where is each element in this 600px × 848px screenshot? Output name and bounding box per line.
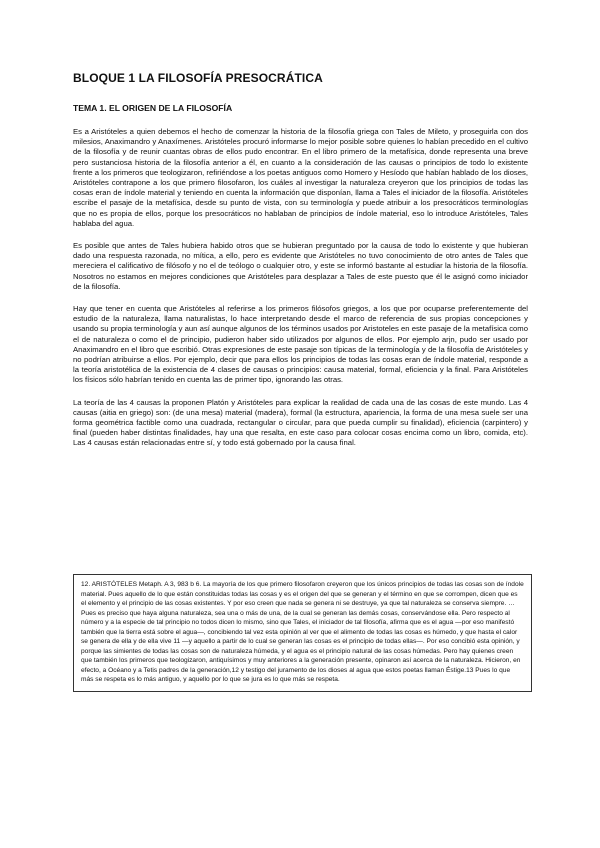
section-subtitle: TEMA 1. EL ORIGEN DE LA FILOSOFÍA (73, 103, 233, 113)
paragraph-3: Hay que tener en cuenta que Aristóteles al referirse a los primeros filósofos griegos, a los que por ocuparse preferentemente del estudio de la naturaleza, llama naturalistas, lo hace interpretando desde el marco de referencia de sus propias concepciones y usando su propia terminología y aun así aunque algunos de los términos usados por Aristoteles en este pasaje de la metafísica como el de naturaleza o como el de principio, pudieron haber sido utilizados por algunos de ellos. Por ejemplo arjn, pudo ser usado por Anaximandro en el libro que escribió. Otras expresiones de este pasaje son típicas de la terminología y de la filosofía de Aristóteles y no podrían atribuirse a ellos. Por ejemplo, decir que para ellos los principios de todas las cosas eran de índole material, responde a la teoría aristotélica de la existencia de 4 clases de causas o principios: causa material, formal, eficiencia y la final. Para Aristóteles los físicos sólo habrían tenido en cuenta las de primer tipo, ignorando las otras. (73, 304, 528, 385)
paragraph-1: Es a Aristóteles a quien debemos el hecho de comenzar la historia de la filosofía griega con Tales de Mileto, y proseguirla con dos milesios, Anaximandro y Anaxímenes. Aristóteles procuró informarse lo mejor posible sobre quienes lo habían precedido en el cultivo de la filosofía y de reunir cuantas obras de ellos pudo encontrar. En el libro primero de la metafísica, donde representa una breve pero sustanciosa historia de la filosofía anterior a él, en cuanto a la consideración de las causas o principios de todo lo existente frente a los primeros que teologizaron, refiriéndose a los poetas antiguos como Homero y Hesíodo que habían hablado de los dioses, Aristóteles contrapone a los que primero filosofaron, los cuáles al investigar la naturaleza creyeron que los principios de todas las cosas eran de índole material y teniendo en cuenta la información que disponían, llama a Tales el iniciador de la filosofía. Aristóteles escribe el pasaje de la metafísica, desde su punto de vista, con su terminología y puede atribuir a los presocráticos terminologías que no es propia de ellos, porque los presocráticos no hablaban de principios de índole material, eso lo introduce Aristóteles, Tales hablaba del agua. (73, 127, 528, 228)
quote-reference: 12. ARISTÓTELES Metaph. A 3, 983 b 6. (81, 581, 204, 588)
document-title: BLOQUE 1 LA FILOSOFÍA PRESOCRÁTICA (73, 71, 323, 85)
quote-text: La mayoría de los que primero filosofaron creyeron que los únicos principios de todas las cosas son de índole material. Pues aquello de lo que están constituidas todas las cosas y es el origen del que se generan y el término en que se corrompen, dicen que es el elemento y el principio de las cosas existentes. Y por eso creen que nada se genera ni se destruye, ya que tal naturaleza se conserva siempre. … Pues es preciso que haya alguna naturaleza, sea una o más de una, de la cual se generan las demás cosas, conservándose ella. Pero respecto al número y a la especie de tal principio no todos dicen lo mismo, sino que Tales, el iniciador de tal filosofía, afirma que es el agua —por eso manifestó también que la tierra está sobre el agua—, concibiendo tal vez esta opinión al ver que el alimento de todas las cosas es húmedo, y que hasta el calor se genera de ella y de ella vive 11 —y aquello a partir de lo cual se generan las cosas es el principio de todas ellas—. Por eso concibió esta opinión, y porque las simientes de todas las cosas son de naturaleza húmeda, y el agua es el principio natural de las cosas húmedas. Pero hay quienes creen que también los primeros que teologizaron, antiquísimos y muy anteriores a la generación presente, opinaron así acerca de la naturaleza. Hicieron, en efecto, a Océano y a Tetis padres de la generación,12 y testigo del juramento de los dioses al agua que estos poetas llaman Éstige.13 Pues lo que más se respeta es lo más antiguo, y aquello por lo que se jura es lo que más se respeta. (81, 581, 524, 684)
document-body (73, 70, 528, 449)
paragraph-2: Es posible que antes de Tales hubiera habido otros que se hubieran preguntado por la causa de todo lo existente y que hubieran dado una respuesta razonada, no mítica, a ello, pero es evidente que Aristóteles no tuvo conocimiento de otro antes de Tales que mereciera el calificativo de filósofo y no el de teólogo o cualquier otro, y este se informó bastante al estudiar la historia de la filosofía. Nosotros no estamos en mejores condiciones que Aristóteles para desplazar a Tales de este puesto que él le asignó como iniciador de la filosofía. (73, 241, 528, 291)
paragraph-4: La teoría de las 4 causas la proponen Platón y Aristóteles para explicar la realidad de cada una de las cosas de este mundo. Las 4 causas (aitia en griego) son: (de una mesa) material (madera), formal (la estructura, apariencia, la forma de una mesa suele ser una forma geométrica factible como una cuadrada, rectangular o circular, para que pueda cumplir su finalidad), eficiencia (carpintero) y final (pueden haber distintas finalidades, hay una que resalta, en este caso para colocar cosas encima como un libro, comida, etc). Las 4 causas están relacionadas entre sí, y todo está gobernado por la causa final. (73, 397, 528, 448)
quote-box (73, 574, 532, 692)
